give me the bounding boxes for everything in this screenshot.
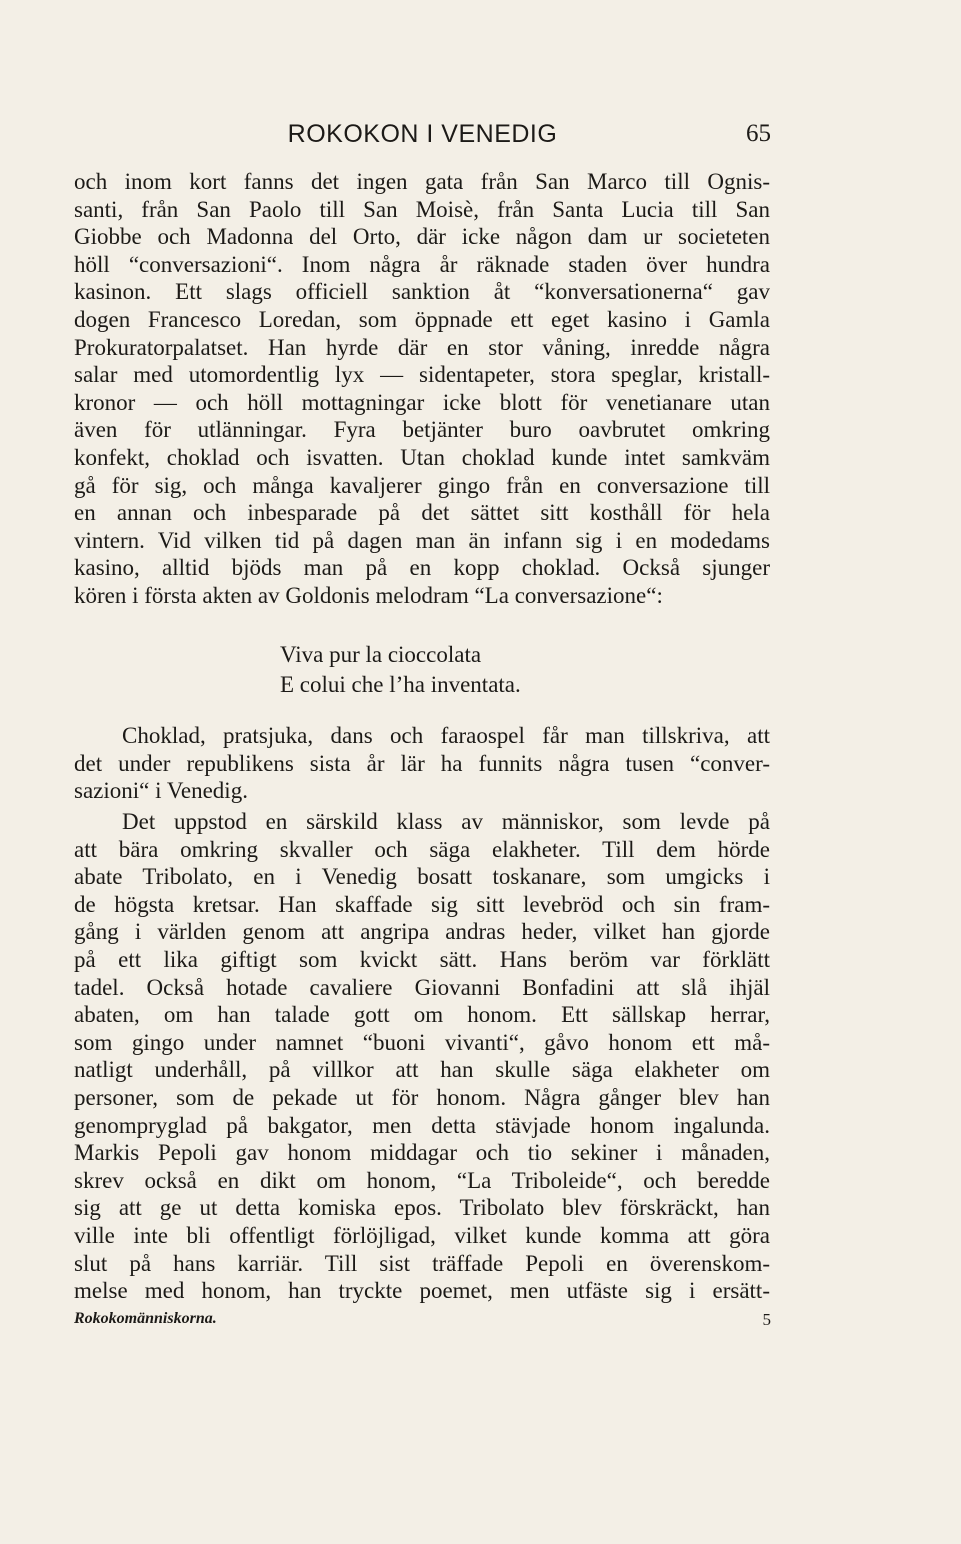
text-line: kasinon. Ett slags officiell sanktion åt “konversationerna“ gav — [74, 279, 770, 305]
text-line: kronor — och höll mottagningar icke blott för venetianare utan — [74, 389, 770, 415]
text-line: dogen Francesco Loredan, som öppnade ett eget kasino i Gamla — [74, 306, 770, 332]
text-line: melse med honom, han tryckte poemet, men utfäste sig i ersätt- — [74, 1278, 770, 1304]
text-line: Giobbe och Madonna del Orto, där icke någon dam ur societeten — [74, 224, 770, 250]
text-line: vintern. Vid vilken tid på dagen man än infann sig i en modedams — [74, 527, 770, 553]
text-line: sig att ge ut detta komiska epos. Tribolato blev förskräckt, han — [74, 1195, 770, 1221]
text-line: och inom kort fanns det ingen gata från San Marco till Ognis- — [74, 169, 770, 194]
page-footer — [74, 1310, 771, 1334]
text-line: kören i första akten av Goldonis melodram “La conversazione“: — [74, 582, 663, 608]
text-line: salar med utomordentlig lyx — sidentapeter, stora speglar, kristall- — [74, 362, 770, 388]
text-line: på ett lika giftigt som kvickt sätt. Hans beröm var förklätt — [74, 946, 770, 972]
paragraph-1 — [74, 168, 770, 610]
text-line: som gingo under namnet “buoni vivanti“, gåvo honom ett må- — [74, 1029, 770, 1055]
text-line: abate Tribolato, en i Venedig bosatt toskanare, som umgicks i — [74, 864, 770, 890]
text-line: natligt underhåll, på villkor att han skulle säga elakheter om — [74, 1057, 770, 1083]
text-line: kasino, alltid bjöds man på en kopp choklad. Också sjunger — [74, 555, 770, 581]
paragraph-2 — [74, 722, 770, 805]
text-line: personer, som de pekade ut för honom. Några gånger blev han — [74, 1084, 770, 1110]
text-line: skrev också en dikt om honom, “La Triboleide“, och beredde — [74, 1167, 770, 1193]
text-line: gång i världen genom att angripa andras heder, vilket han gjorde — [74, 919, 770, 945]
running-head: ROKOKON I VENEDIG — [287, 120, 558, 148]
text-line: de högsta kretsar. Han skaffade sig sitt levebröd och sin fram- — [74, 891, 770, 917]
text-line: det under republikens sista år lär ha funnits några tusen “conver- — [74, 750, 770, 776]
text-line: slut på hans karriär. Till sist träffade Pepoli en överenskom- — [74, 1250, 770, 1276]
text-line: Det uppstod en särskild klass av människor, som levde på — [122, 809, 770, 834]
text-line: santi, från San Paolo till San Moisè, från Santa Lucia till San — [74, 196, 770, 222]
text-line: sazioni“ i Venedig. — [74, 778, 248, 804]
text-line: konfekt, choklad och isvatten. Utan choklad kunde intet samkväm — [74, 444, 770, 470]
text-line: även för utlänningar. Fyra betjänter buro oavbrutet omkring — [74, 417, 770, 443]
text-line: ville inte bli offentligt förlöjligad, vilket kunde komma att göra — [74, 1222, 770, 1248]
text-line: att bära omkring skvaller och säga elakheter. Till dem hörde — [74, 836, 770, 862]
page-header — [74, 120, 771, 156]
text-line: genompryglad på bakgator, men detta stävjade honom ingalunda. — [74, 1112, 770, 1138]
text-line: Markis Pepoli gav honom middagar och tio sekiner i månaden, — [74, 1140, 770, 1166]
text-line: Choklad, pratsjuka, dans och faraospel får man tillskriva, att — [122, 723, 770, 748]
verse-line: E colui che l’ha inventata. — [280, 672, 521, 697]
text-line: abaten, om han talade gott om honom. Ett sällskap herrar, — [74, 1002, 770, 1028]
paragraph-3 — [74, 808, 770, 1305]
text-line: gå för sig, och många kavaljerer gingo från en conversazione till — [74, 472, 770, 498]
book-title: Rokokomänniskorna. — [74, 1310, 217, 1327]
text-line: Prokuratorpalatset. Han hyrde där en stor våning, inredde några — [74, 334, 770, 360]
text-line: höll “conversazioni“. Inom några år räknade staden över hundra — [74, 251, 770, 277]
text-line: tadel. Också hotade cavaliere Giovanni Bonfadini att slå ihjäl — [74, 974, 770, 1000]
verse-line: Viva pur la cioccolata — [280, 642, 482, 667]
page-number: 65 — [746, 120, 771, 147]
verse-quote — [280, 640, 521, 700]
text-line: en annan och inbesparade på det sättet sitt kosthåll för hela — [74, 500, 770, 526]
signature-mark: 5 — [762, 1310, 771, 1329]
